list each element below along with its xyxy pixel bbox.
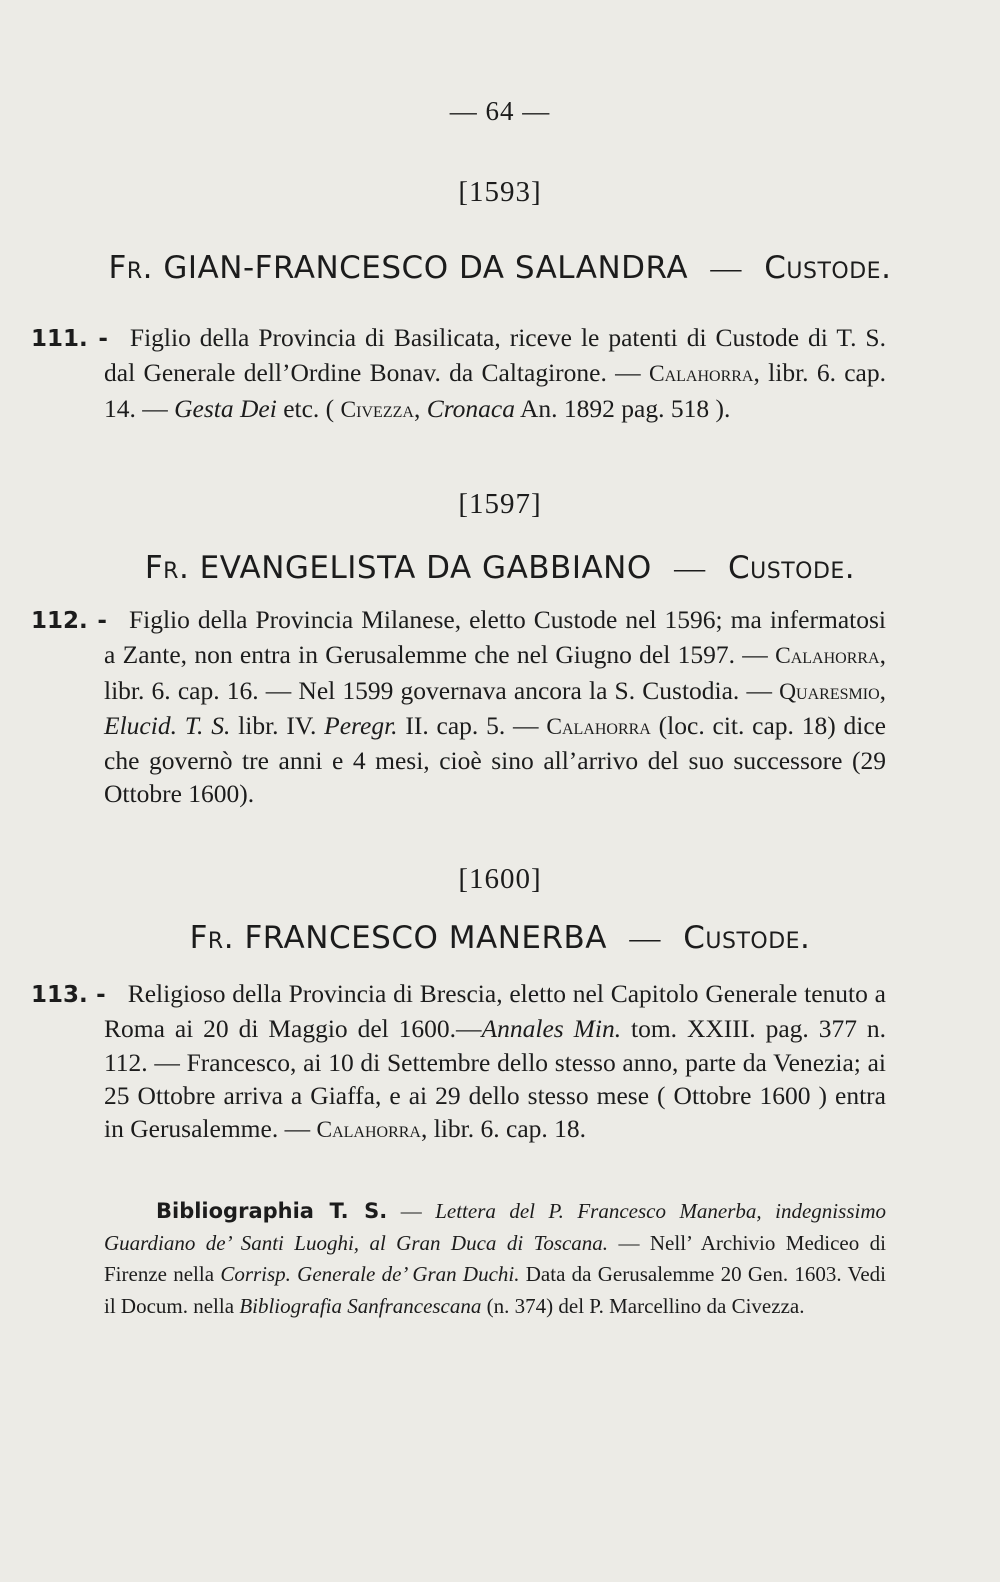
heading-dash: — (710, 250, 742, 285)
author-name: Calahorra (775, 643, 880, 670)
bibliography-note (104, 1196, 886, 1322)
work-title: Peregr. (324, 710, 398, 740)
heading-role: Custode. (683, 920, 811, 956)
text-run: — Nell’ Archivio Mediceo di Firenze nella (104, 1230, 886, 1286)
text-run: , libr. 6. cap. 18. (421, 1114, 587, 1144)
page-number: — 64 — (449, 96, 551, 126)
author-name: Calahorra (648, 361, 754, 388)
heading-name: GIAN-FRANCESCO DA SALANDRA (163, 250, 689, 286)
text-run: , libr. 6. cap. 14. — (104, 358, 886, 423)
heading-name: EVANGELISTA DA GABBIANO (199, 550, 652, 586)
heading-role: Custode. (764, 250, 892, 286)
work-title: Cronaca (426, 393, 515, 423)
text-run: , (413, 393, 427, 423)
author-name: Civezza (340, 396, 414, 423)
entry-heading (0, 250, 1000, 286)
work-title: Corrisp. Generale de’ Gran Duchi. (220, 1262, 520, 1286)
heading-dash: — (629, 920, 661, 955)
heading-role: Custode. (727, 550, 856, 586)
author-name: Calahorra (546, 713, 651, 740)
heading-title-prefix: Fr. (189, 920, 235, 956)
heading-title-prefix: Fr. (144, 550, 190, 586)
heading-name: FRANCESCO MANERBA (244, 920, 608, 956)
work-title: Bibliografia Sanfrancescana (239, 1293, 482, 1318)
text-run: , (879, 675, 886, 705)
text-run: , libr. 6. cap. 16. — Nel 1599 governava ancora la S. Custodia. — (104, 640, 886, 705)
text-run: Figlio della Provincia di Basilicata, riceve le patenti di Custode di T. S. dal Generale dell’Ordine Bonav. da Caltagirone. — (104, 323, 886, 388)
text-run: Figlio della Provincia Milanese, eletto Custode nel 1596; ma infermatosi a Zante, non entra in Gerusalemme che nel Giugno del 1597. — (104, 605, 886, 670)
author-name: Calahorra (316, 1117, 421, 1144)
entry-year: [1593] (458, 176, 542, 208)
entry-paragraph (31, 977, 886, 1147)
entry-paragraph (31, 321, 886, 427)
text-run: — (387, 1199, 436, 1223)
text-run: Religioso della Provincia di Brescia, eletto nel Capitolo Generale tenuto a Roma ai 20 di Maggio del 1600.— (104, 979, 886, 1044)
entry-year: [1600] (458, 863, 542, 895)
work-title: Gesta Dei (174, 393, 277, 423)
heading-dash: — (674, 550, 706, 585)
entry-year: [1597] (458, 488, 542, 520)
text-run: II. cap. 5. — (397, 710, 547, 740)
entry-number: 111. - (31, 326, 108, 352)
text-run: etc. ( (276, 393, 341, 423)
text-run: (loc. cit. cap. 18) dice che governò tre anni e 4 mesi, cioè sino all’arrivo del suo successore (29 Ottobre 1600). (104, 710, 887, 809)
work-title: Annales Min. (481, 1014, 622, 1044)
text-run: tom. XXIII. pag. 377 n. 112. — Francesco, ai 10 di Settembre dello stesso anno, parte da Venezia; ai 25 Ottobre arriva a Giaffa, e ai 29 dello stesso mese ( Ottobre 1600 ) entra in Gerusalemme. — (104, 1014, 886, 1144)
author-name: Quaresmio (779, 678, 880, 705)
entry-heading (0, 920, 1000, 956)
entry-heading (0, 550, 1000, 586)
work-title: Lettera del P. Francesco Manerba, indegnissimo Guardiano de’ Santi Luoghi, al Gran Duca di Toscana. (104, 1199, 886, 1255)
heading-title-prefix: Fr. (108, 250, 154, 286)
text-run: An. 1892 pag. 518 ). (515, 393, 731, 423)
work-title: Elucid. T. S. (104, 710, 231, 740)
text-run: (n. 374) del P. Marcellino da Civezza. (481, 1293, 805, 1318)
text-run: Data da Gerusalemme 20 Gen. 1603. Vedi il Docum. nella (104, 1262, 887, 1318)
entry-number: 112. - (31, 608, 107, 634)
text-run: libr. IV. (230, 710, 325, 740)
entry-paragraph (31, 603, 887, 811)
entry-number: 113. - (31, 982, 106, 1008)
bibliography-heading: Bibliographia T. S. (156, 1199, 388, 1223)
